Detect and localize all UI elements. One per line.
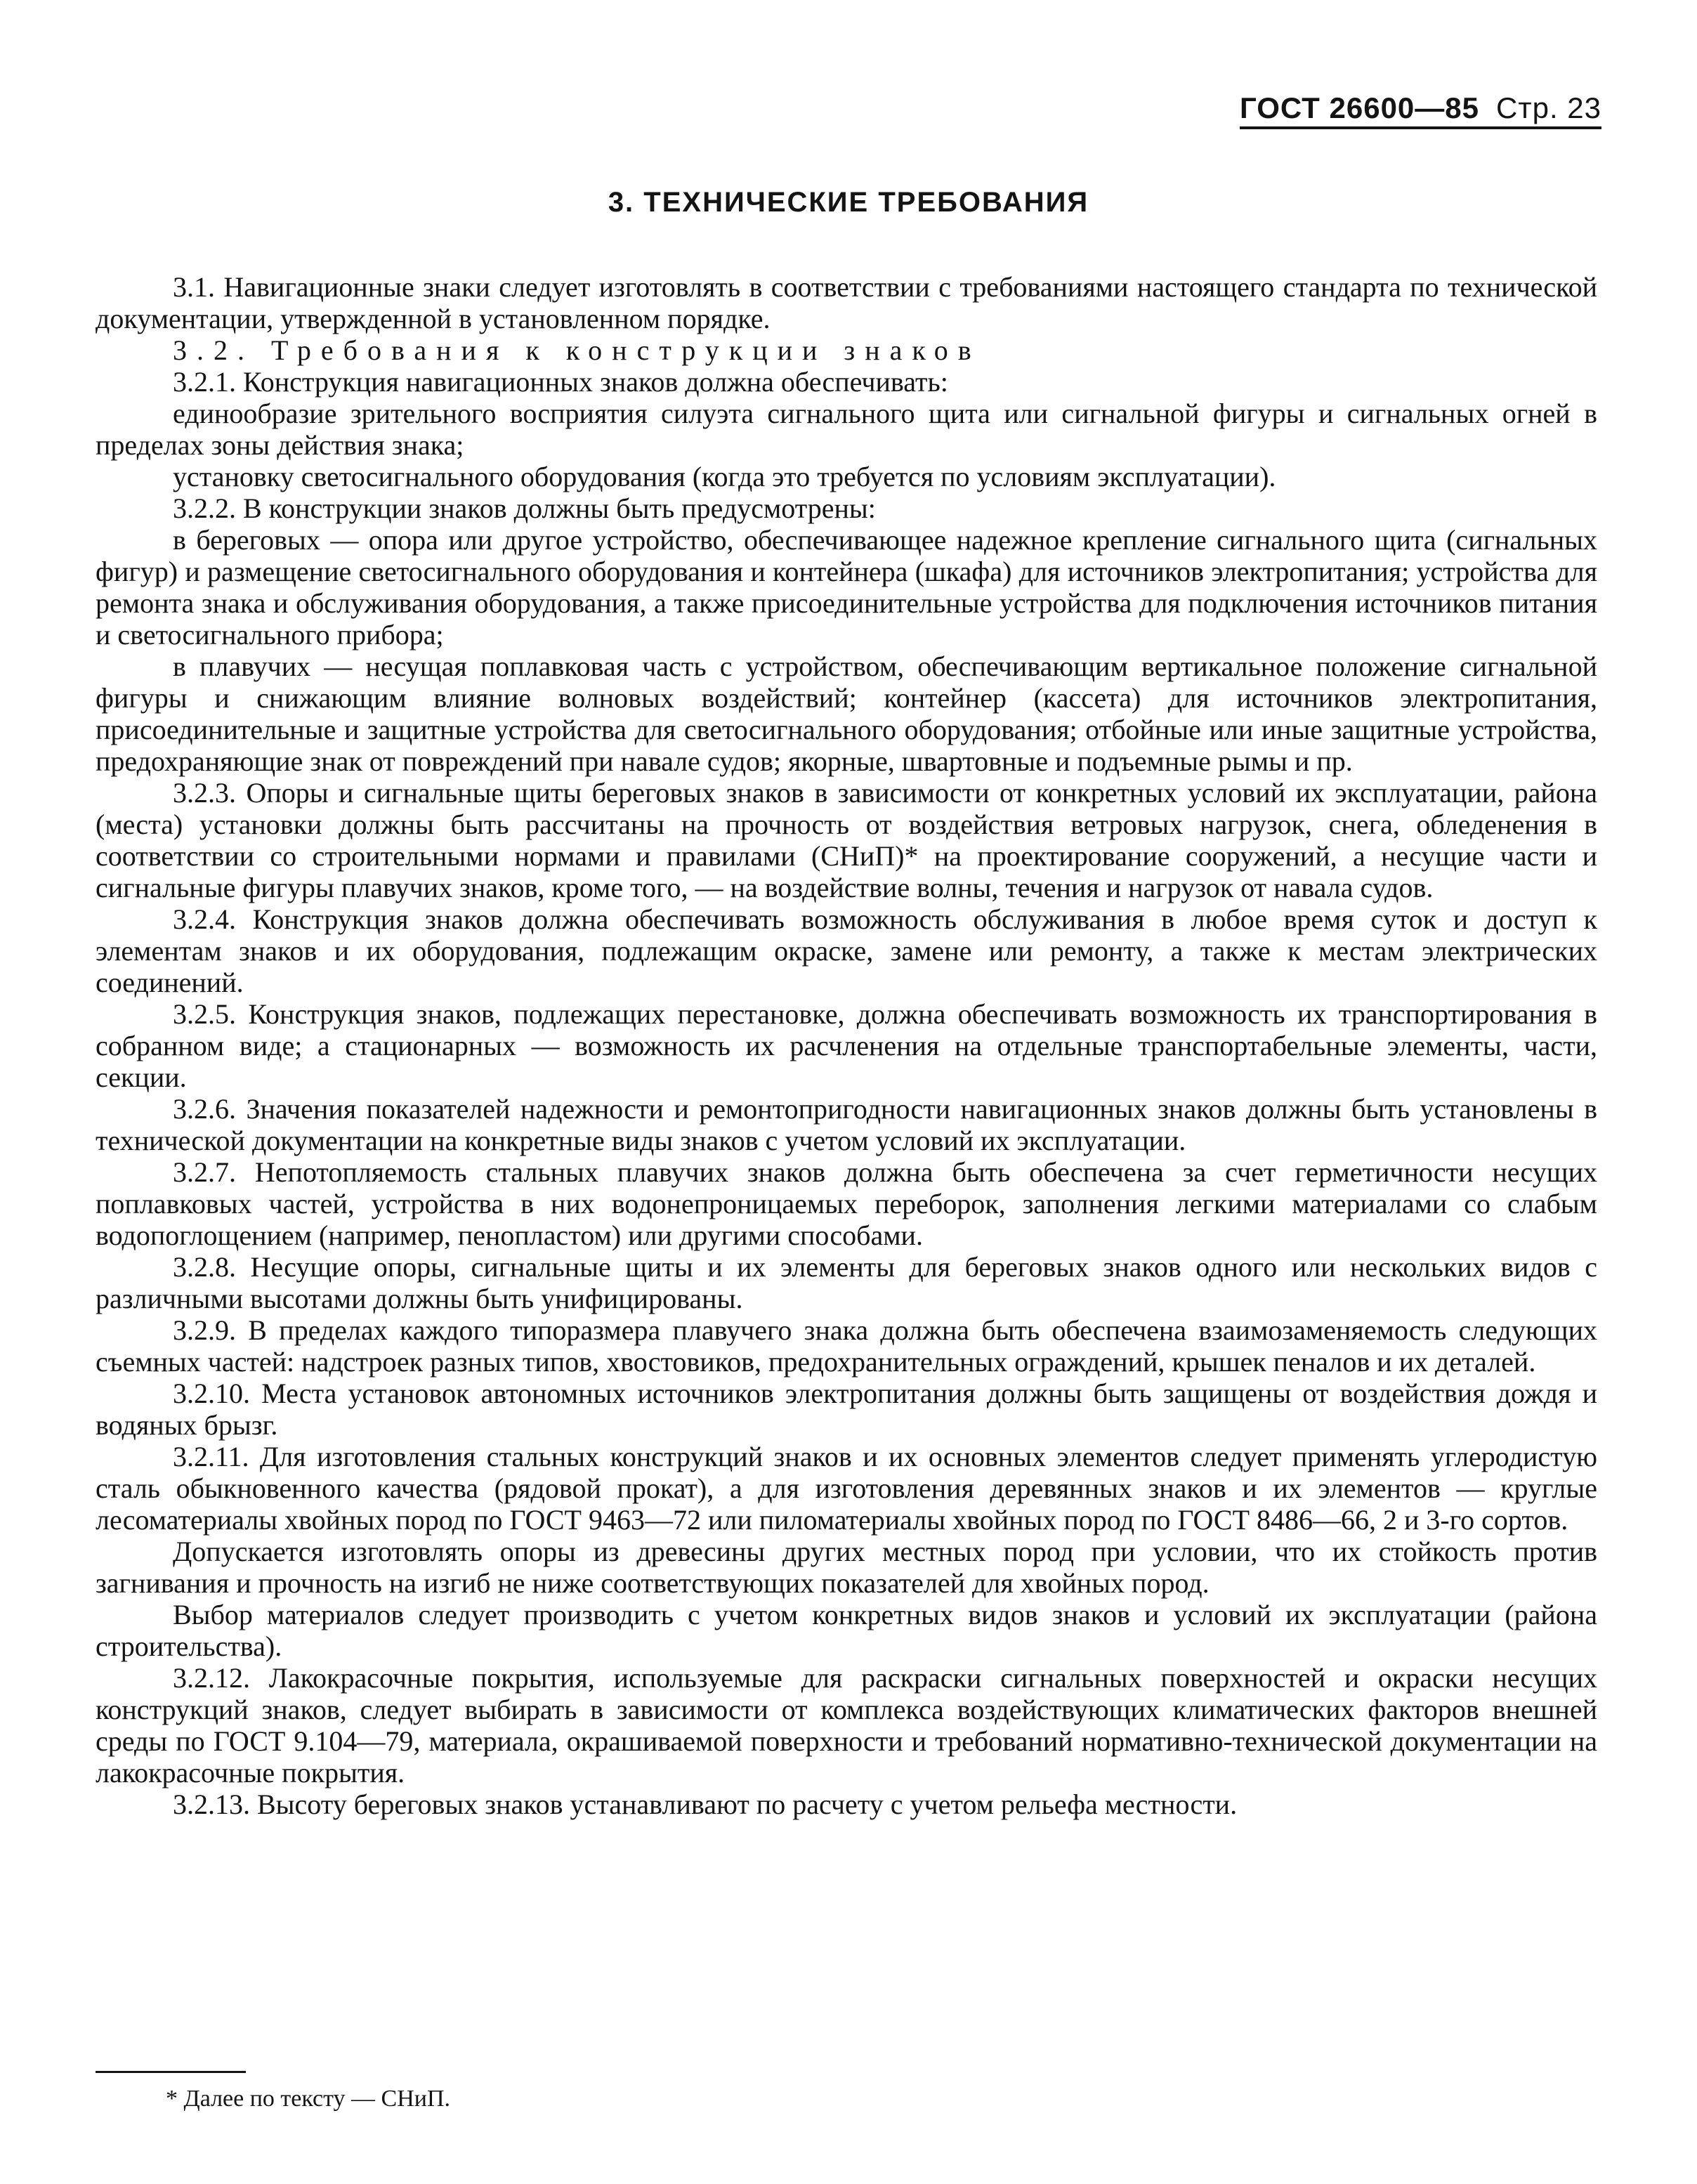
footnote: * Далее по тексту — СНиП.: [166, 2086, 451, 2112]
paragraph-3-2-1-item-2: установку светосигнального оборудования (когда это требуется по условиям эксплуатации).: [173, 461, 1276, 492]
body-text: [96, 271, 1597, 1820]
paragraph-3-2-5: 3.2.5. Конструкция знаков, подлежащих перестановке, должна обеспечивать возможность их транспортирования в собранном виде; а стационарных — возможность их расчленения на отдельные транспортабельные элементы, части, секции.: [96, 998, 1597, 1093]
paragraph-3-2-11-note-1: Допускается изготовлять опоры из древесины других местных пород при условии, что их стойкость против загнивания и прочность на изгиб не ниже соответствующих показателей для хвойных пород.: [96, 1536, 1597, 1599]
paragraph-3-2-heading: 3.2. Требования к конструкции знаков: [173, 334, 981, 366]
paragraph-3-2-3: 3.2.3. Опоры и сигнальные щиты береговых знаков в зависимости от конкретных условий их эксплуатации, района (места) установки должны быть рассчитаны на прочность от воздействия ветровых нагрузок, снега, обледенения в соответствии со строительными нормами и правилами (СНиП)* на проектирование сооружений, а несущие части и сигнальные фигуры плавучих знаков, кроме того, — на воздействие волны, течения и нагрузок от навала судов.: [96, 777, 1597, 903]
paragraph-3-1: 3.1. Навигационные знаки следует изготовлять в соответствии с требованиями настоящего стандарта по технической документации, утвержденной в установленном порядке.: [96, 271, 1597, 334]
standard-number: ГОСТ 26600—85: [1239, 91, 1480, 124]
paragraph-3-2-12: 3.2.12. Лакокрасочные покрытия, используемые для раскраски сигнальных поверхностей и окраски несущих конструкций знаков, следует выбирать в зависимости от комплекса воздействующих климатических факторов внешней среды по ГОСТ 9.104—79, материала, окрашиваемой поверхности и требований нормативно-технической документации на лакокрасочные покрытия.: [96, 1662, 1597, 1789]
paragraph-3-2-9: 3.2.9. В пределах каждого типоразмера плавучего знака должна быть обеспечена взаимозаменяемость следующих съемных частей: надстроек разных типов, хвостовиков, предохранительных ограждений, крышек пеналов и их деталей.: [96, 1314, 1597, 1378]
paragraph-3-2-8: 3.2.8. Несущие опоры, сигнальные щиты и их элементы для береговых знаков одного или нескольких видов с различными высотами должны быть унифицированы.: [96, 1251, 1597, 1314]
paragraph-3-2-2-coastal: в береговых — опора или другое устройство, обеспечивающее надежное крепление сигнального щита (сигнальных фигур) и размещение светосигнального оборудования и контейнера (шкафа) для источников электропитания; устройства для ремонта знака и обслуживания оборудования, а также присоединительные устройства для подключения источников питания и светосигнального прибора;: [96, 524, 1597, 650]
page-number: Стр. 23: [1496, 91, 1601, 124]
paragraph-3-2-6: 3.2.6. Значения показателей надежности и ремонтопригодности навигационных знаков должны быть установлены в технической документации на конкретные виды знаков с учетом условий их эксплуатации.: [96, 1093, 1597, 1156]
footnote-rule: [96, 2071, 246, 2073]
paragraph-3-2-2: 3.2.2. В конструкции знаков должны быть предусмотрены:: [173, 492, 876, 524]
section-title: 3. ТЕХНИЧЕСКИЕ ТРЕБОВАНИЯ: [608, 187, 1089, 218]
paragraph-3-2-7: 3.2.7. Непотопляемость стальных плавучих знаков должна быть обеспечена за счет герметичности несущих поплавковых частей, устройства в них водонепроницаемых переборок, заполнения легкими материалами со слабым водопоглощением (например, пенопластом) или другими способами.: [96, 1156, 1597, 1251]
paragraph-3-2-11-note-2: Выбор материалов следует производить с учетом конкретных видов знаков и условий их эксплуатации (района строительства).: [96, 1599, 1597, 1662]
paragraph-3-2-10: 3.2.10. Места установок автономных источников электропитания должны быть защищены от воздействия дождя и водяных брызг.: [96, 1378, 1597, 1441]
paragraph-3-2-2-floating: в плавучих — несущая поплавковая часть с устройством, обеспечивающим вертикальное положение сигнальной фигуры и снижающим влияние волновых воздействий; контейнер (кассета) для источников электропитания, присоединительные и защитные устройства для светосигнального оборудования; отбойные или иные защитные устройства, предохраняющие знак от повреждений при навале судов; якорные, швартовные и подъемные рымы и пр.: [96, 650, 1597, 777]
paragraph-3-2-1: 3.2.1. Конструкция навигационных знаков должна обеспечивать:: [173, 366, 948, 398]
running-header: [1240, 91, 1601, 129]
paragraph-3-2-13: 3.2.13. Высоту береговых знаков устанавливают по расчету с учетом рельефа местности.: [173, 1789, 1238, 1820]
paragraph-3-2-11: 3.2.11. Для изготовления стальных конструкций знаков и их основных элементов следует применять углеродистую сталь обыкновенного качества (рядовой прокат), а для изготовления деревянных знаков и их элементов — круглые лесоматериалы хвойных пород по ГОСТ 9463—72 или пиломатериалы хвойных пород по ГОСТ 8486—66, 2 и 3-го сортов.: [96, 1441, 1597, 1536]
paragraph-3-2-1-item-1: единообразие зрительного восприятия силуэта сигнального щита или сигнальной фигуры и сигнальных огней в пределах зоны действия знака;: [96, 398, 1597, 461]
paragraph-3-2-4: 3.2.4. Конструкция знаков должна обеспечивать возможность обслуживания в любое время суток и доступ к элементам знаков и их оборудования, подлежащим окраске, замене или ремонту, а также к местам электрических соединений.: [96, 903, 1597, 998]
